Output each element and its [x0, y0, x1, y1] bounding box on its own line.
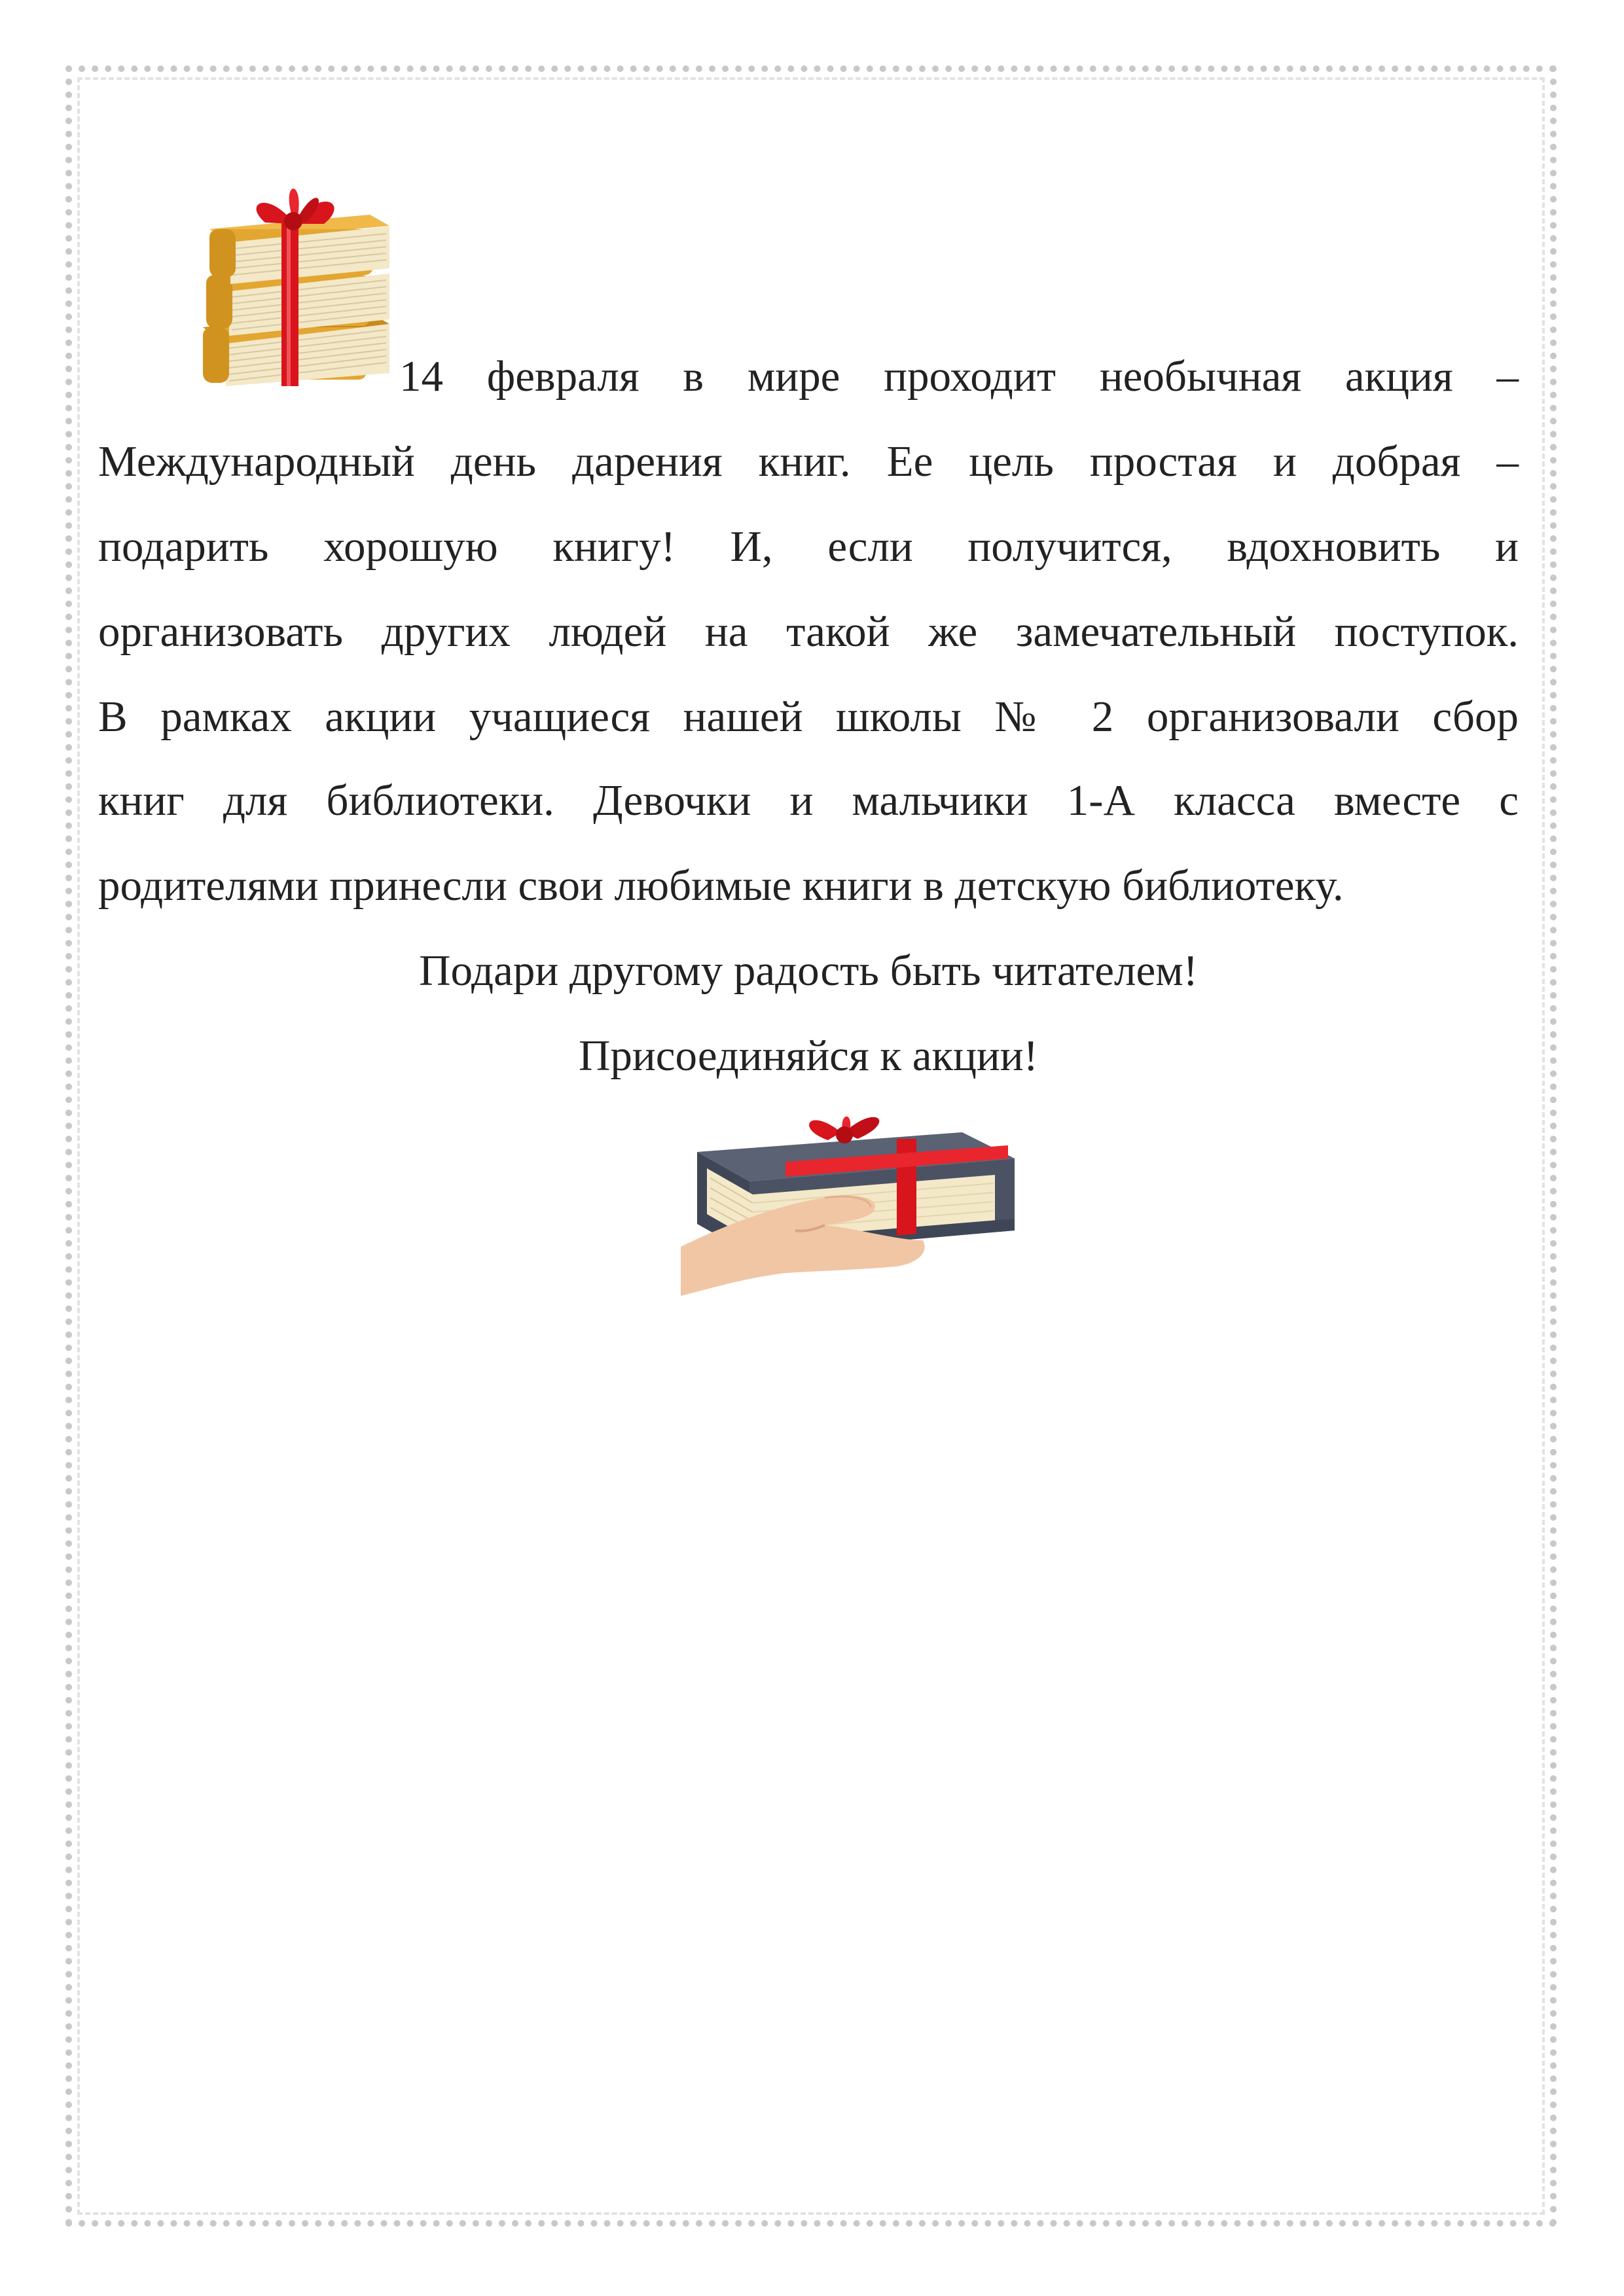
gift-books-stack-image — [190, 177, 406, 393]
call-to-action-text: Присоединяйся к акции! — [579, 1031, 1038, 1080]
paragraph-line-4: организовать других людей на такой же замечательный поступок. — [98, 607, 1519, 656]
hand-with-gift-book-image — [681, 1106, 1028, 1302]
paragraph-line-7: родителями принесли свои любимые книги в детскую библиотеку. — [98, 861, 1344, 910]
paragraph-line-1: 14 февраля в мире проходит необычная акция – — [399, 352, 1519, 401]
paragraph-line-3: подарить хорошую книгу! И, если получится, вдохновить и — [98, 522, 1519, 571]
paragraph-line-2: Международный день дарения книг. Ее цель простая и добрая – — [98, 437, 1519, 486]
paragraph-line-5: В рамках акции учащиеся нашей школы № 2 организовали сбор — [98, 692, 1519, 741]
slogan-text: Подари другому радость быть читателем! — [419, 946, 1198, 995]
paragraph-line-6: книг для библиотеки. Девочки и мальчики 1-А класса вместе с — [98, 776, 1519, 825]
